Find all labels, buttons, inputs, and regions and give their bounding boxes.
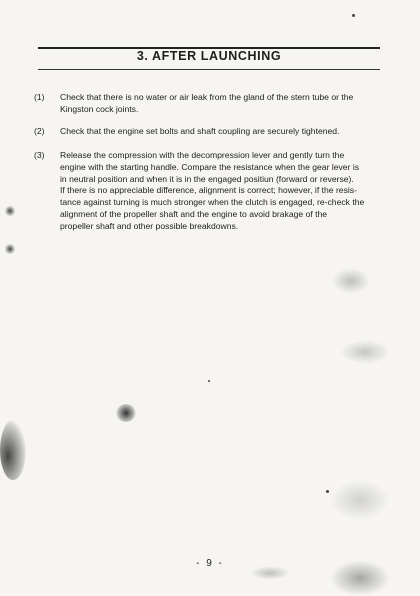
item-line: Check that the engine set bolts and shaft coupling are securely tightened. xyxy=(60,126,340,136)
item-number: (2) xyxy=(34,126,45,136)
scan-smudge xyxy=(340,340,390,364)
item-line: alignment of the propeller shaft and the engine to avoid brakage of the xyxy=(60,208,328,219)
title-rule-bottom xyxy=(38,69,380,70)
page-number: - 9 - xyxy=(196,558,224,569)
item-text xyxy=(60,126,384,138)
item-line: Release the compression with the decompression lever and gently turn the xyxy=(60,150,345,160)
item-number: (3) xyxy=(34,150,45,160)
scan-smudge xyxy=(0,420,26,480)
item-line: in neutral position and when it is in the engaged positiun (forward or reverse). xyxy=(60,173,354,184)
scan-speck xyxy=(326,490,329,493)
item-text xyxy=(60,150,384,233)
scan-smudge xyxy=(5,243,15,255)
item-line: Check that there is no water or air leak from the gland of the stern tube or the xyxy=(60,92,354,102)
section-title: 3. AFTER LAUNCHING xyxy=(136,49,282,63)
scan-smudge xyxy=(250,566,290,580)
item-line: Kingston cock joints. xyxy=(60,103,139,114)
scan-smudge xyxy=(116,404,136,422)
item-line: engine with the starting handle. Compare the resistance when the gear lever is xyxy=(60,161,360,172)
scan-smudge xyxy=(332,268,370,294)
scan-smudge xyxy=(330,480,390,520)
item-line: tance against turning is much stronger when the clutch is engaged, re-check the xyxy=(60,197,365,208)
item-number: (1) xyxy=(34,92,45,102)
item-line: propeller shaft and other possible breakdowns. xyxy=(60,220,239,231)
scan-smudge xyxy=(330,560,390,596)
item-line: If there is no appreciable difference, alignment is correct; however, if the resis- xyxy=(60,185,357,196)
scan-speck xyxy=(208,380,210,382)
scan-speck xyxy=(352,14,355,17)
item-text xyxy=(60,92,384,116)
scan-smudge xyxy=(5,205,15,217)
